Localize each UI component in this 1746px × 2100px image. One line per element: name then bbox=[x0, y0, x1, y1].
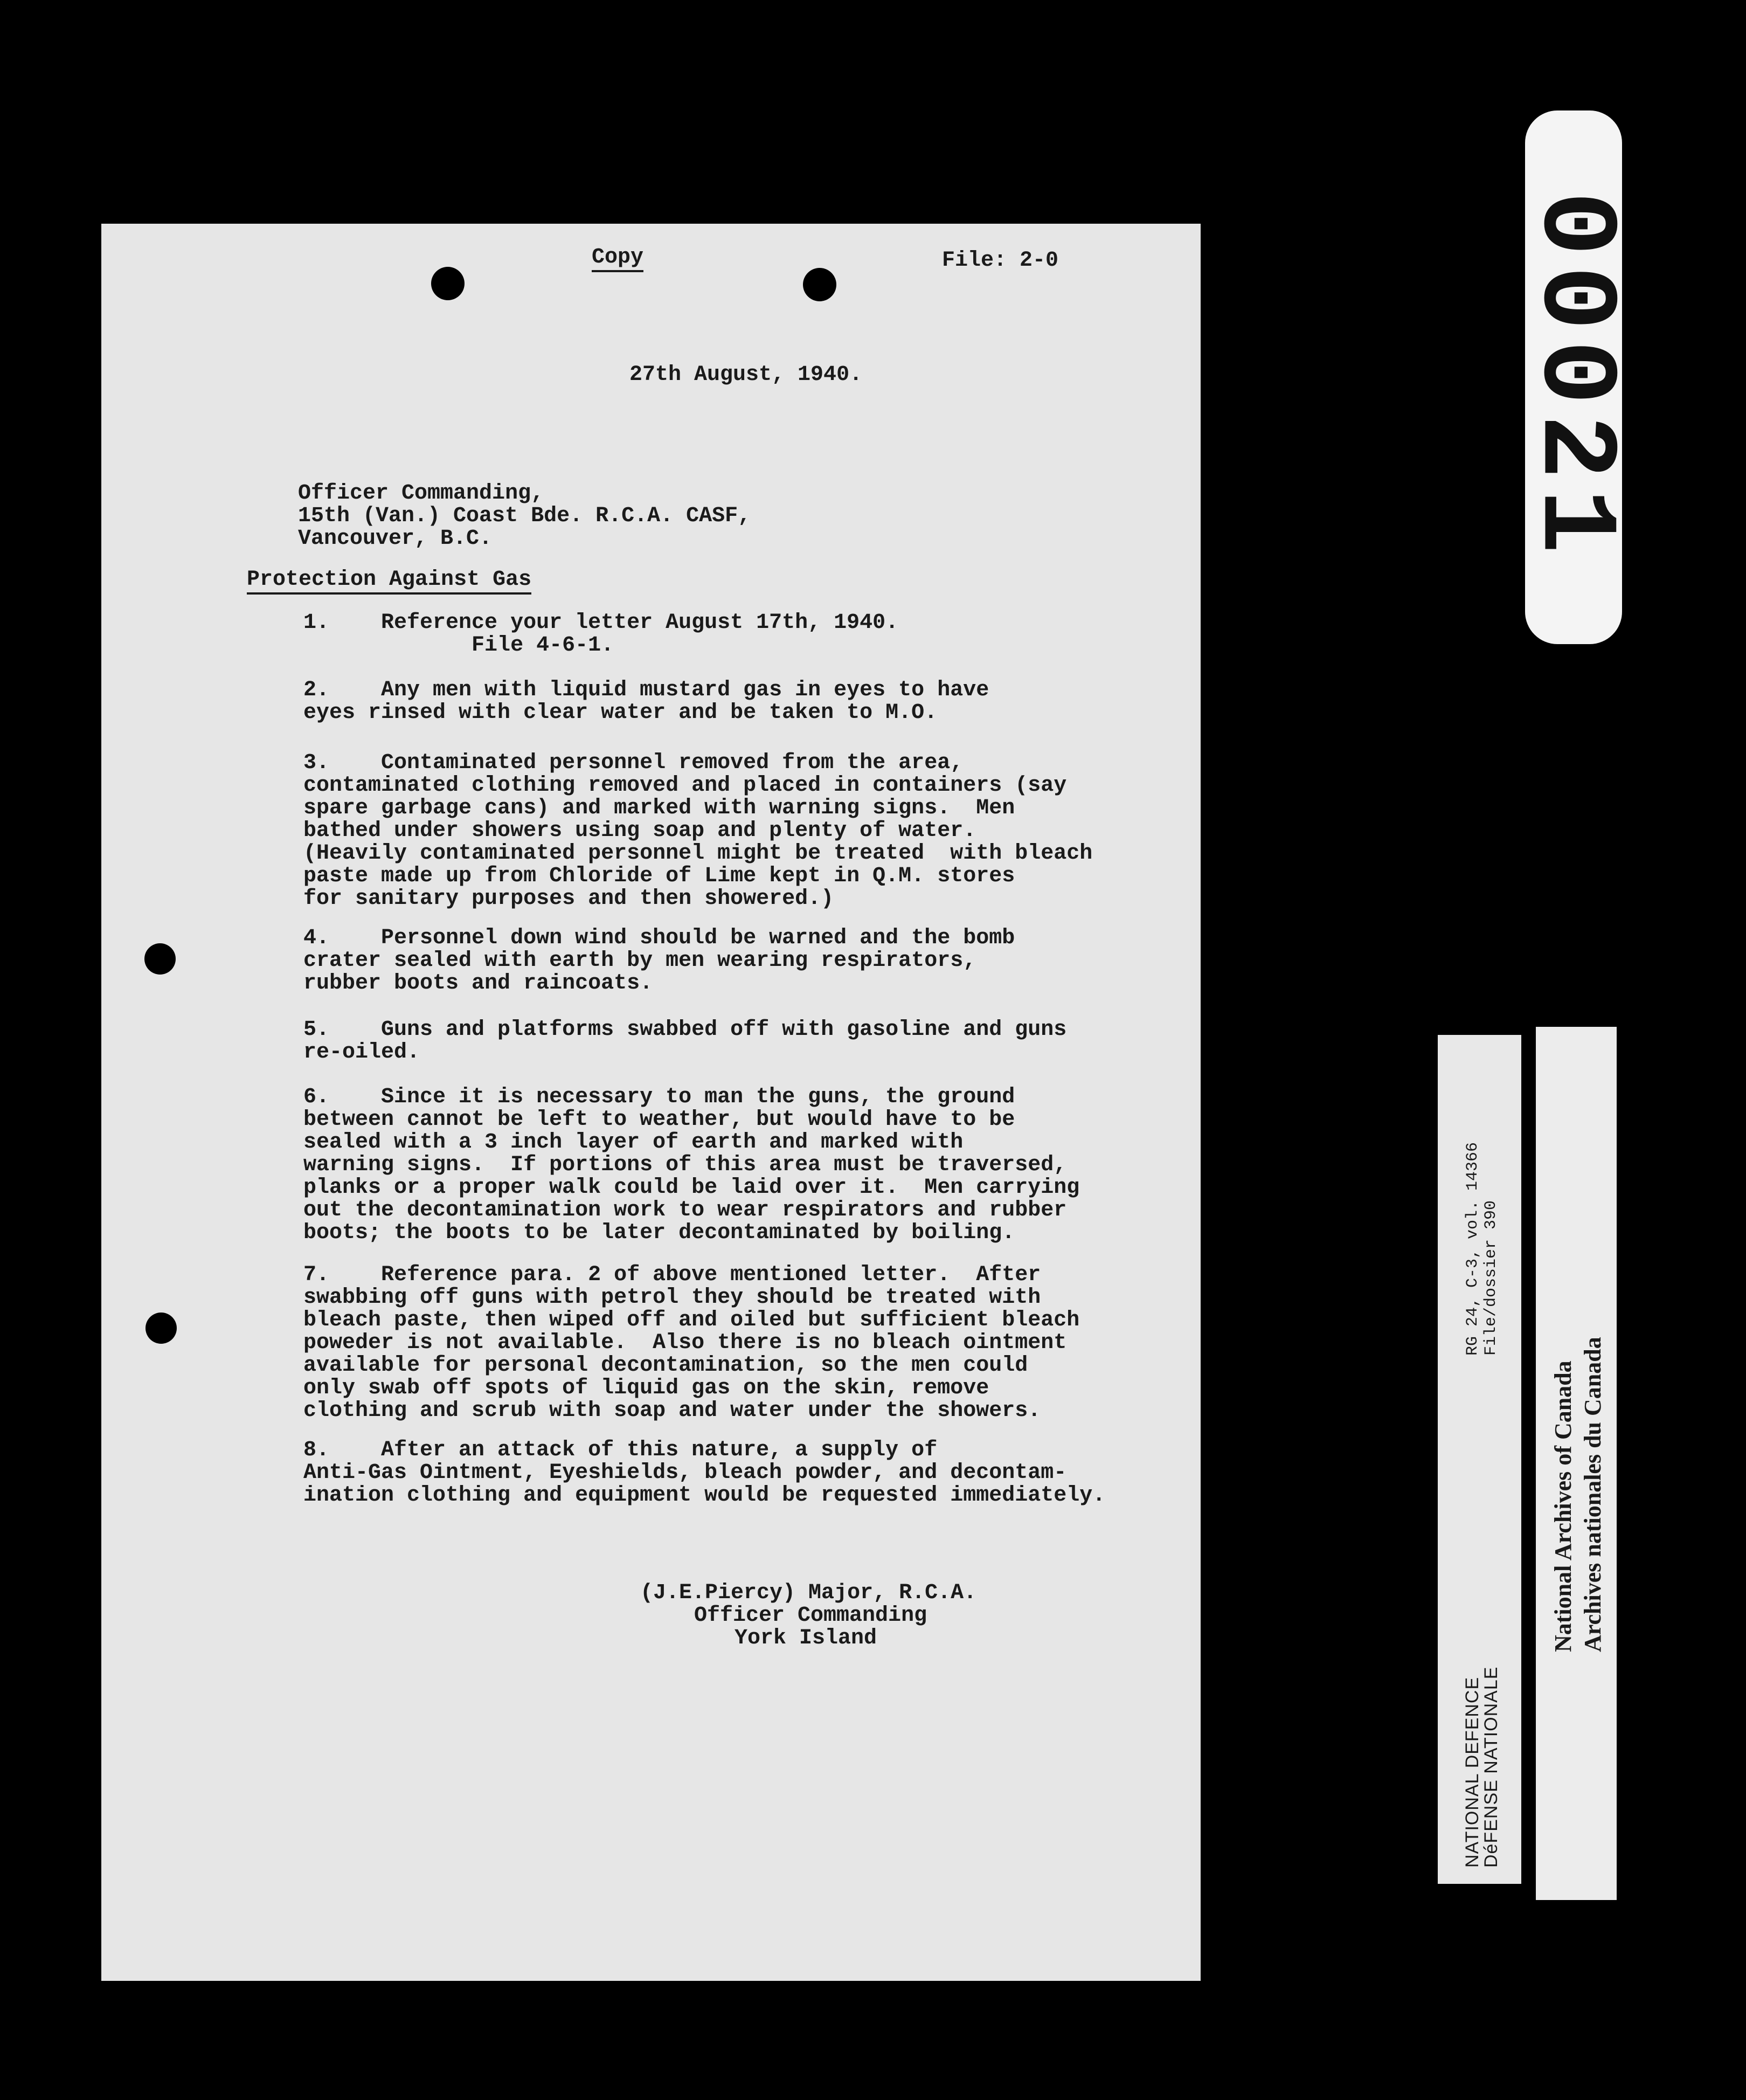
address-line: 15th (Van.) Coast Bde. R.C.A. CASF, bbox=[298, 504, 751, 528]
paragraph-7: 7. Reference para. 2 of above mentioned letter. After swabbing off guns with petrol they should be treated with bleach paste, then wiped off and oiled but sufficient bleach poweder is not available. Also there is no bleach ointment available for personal decontamination, so the men could only swab off spots of liquid gas on the skin, remove clothing and scrub with soap and water under the showers. bbox=[303, 1263, 1080, 1423]
paragraph-5: 5. Guns and platforms swabbed off with gasoline and guns re-oiled. bbox=[303, 1018, 1067, 1065]
file-reference: File: 2-0 bbox=[942, 248, 1059, 273]
frame-number: 00021 bbox=[1512, 191, 1635, 564]
film-speck bbox=[164, 357, 168, 360]
recipient-address bbox=[298, 482, 751, 550]
film-speck bbox=[162, 287, 165, 291]
label-file-reference: File/dossier 390 bbox=[1482, 1200, 1500, 1356]
punch-hole bbox=[146, 1312, 177, 1344]
frame-number-stamp bbox=[1512, 110, 1635, 644]
film-speck bbox=[154, 291, 158, 295]
national-defence-label bbox=[1438, 1035, 1521, 1884]
signature-line: (J.E.Piercy) Major, R.C.A. bbox=[640, 1581, 977, 1605]
paragraph-1: 1. Reference your letter August 17th, 1940. File 4-6-1. bbox=[303, 611, 899, 658]
signature-line: York Island bbox=[735, 1626, 877, 1650]
document-page bbox=[101, 224, 1201, 1981]
address-line: Officer Commanding, bbox=[298, 481, 544, 506]
letter-date: 27th August, 1940. bbox=[629, 363, 863, 387]
punch-hole bbox=[144, 943, 176, 975]
label-archives-fr: Archives nationales du Canada bbox=[1579, 1337, 1606, 1652]
address-line: Vancouver, B.C. bbox=[298, 527, 493, 551]
copy-label: Copy bbox=[592, 246, 643, 272]
national-archives-label bbox=[1536, 1027, 1617, 1900]
label-national-defence-fr: DéFENSE NATIONALE bbox=[1481, 1666, 1501, 1868]
paragraph-2: 2. Any men with liquid mustard gas in eyes to have eyes rinsed with clear water and be taken to M.O. bbox=[303, 678, 989, 725]
paragraph-8: 8. After an attack of this nature, a supply of Anti-Gas Ointment, Eyeshields, bleach powder, and decontam- ination clothing and equipment would be requested immediately. bbox=[303, 1438, 1106, 1508]
paragraph-6: 6. Since it is necessary to man the guns, the ground between cannot be left to weather, but would have to be sealed with a 3 inch layer of earth and marked with warning signs. If portions of this area must be traversed, planks or a proper walk could be laid over it. Men carrying out the decontamination work to wear respirators and rubber boots; the boots to be later decontaminated by boiling. bbox=[303, 1085, 1080, 1245]
label-national-defence-en: NATIONAL DEFENCE bbox=[1462, 1676, 1482, 1868]
paragraph-4: 4. Personnel down wind should be warned and the bomb crater sealed with earth by men wearing respirators, rubber boots and raincoats. bbox=[303, 926, 1015, 996]
signature-block bbox=[640, 1582, 976, 1650]
punch-hole bbox=[803, 268, 836, 301]
label-archives-en: National Archives of Canada bbox=[1550, 1360, 1576, 1652]
paragraph-3: 3. Contaminated personnel removed from the area, contaminated clothing removed and placed in containers (say spare garbage cans) and marked with warning signs. Men bathed under showers using soap and plenty of water. (Heavily contaminated personnel might be treated with bleach paste made up from Chloride of Lime kept in Q.M. stores for sanitary purposes and then showered.) bbox=[303, 751, 1093, 911]
film-speck bbox=[156, 360, 160, 363]
subject-heading: Protection Against Gas bbox=[247, 569, 531, 595]
label-rg-reference: RG 24, C-3, vol. 14366 bbox=[1464, 1142, 1482, 1356]
punch-hole bbox=[431, 267, 465, 300]
signature-line: Officer Commanding bbox=[694, 1604, 927, 1628]
